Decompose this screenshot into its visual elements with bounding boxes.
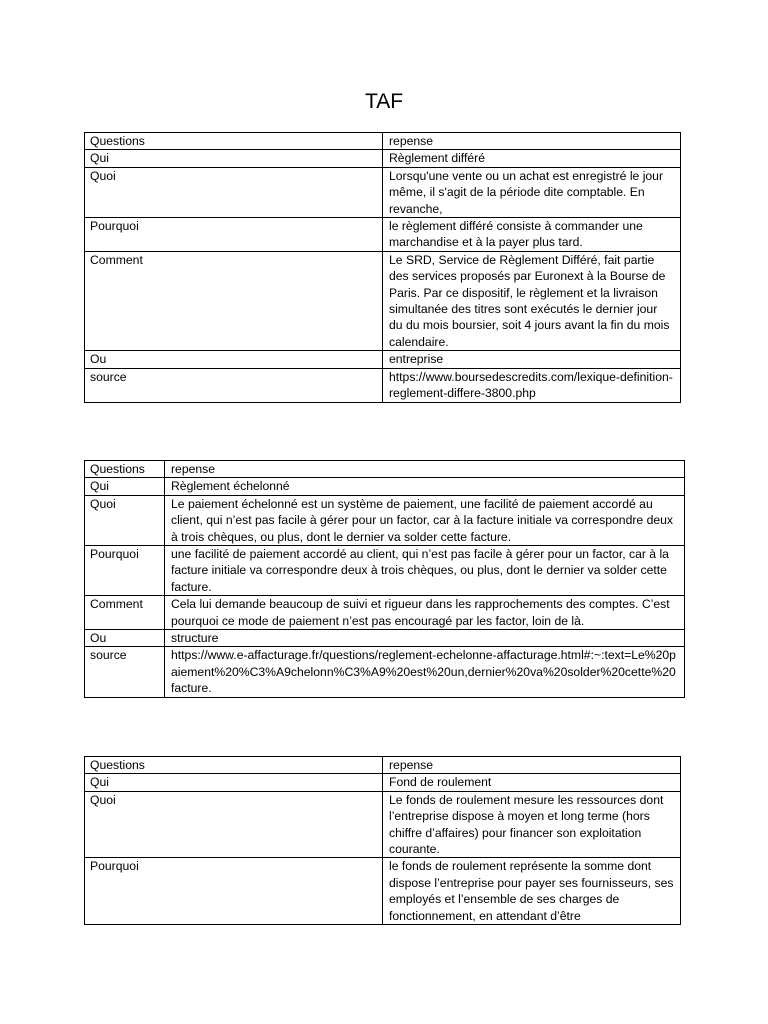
question-cell: Ou <box>85 351 383 368</box>
table-row <box>85 167 681 217</box>
table-row <box>85 495 685 545</box>
question-cell: source <box>85 647 165 697</box>
question-cell: Quoi <box>85 495 165 545</box>
answer-cell: entreprise <box>383 351 681 368</box>
table-header-row <box>85 461 685 478</box>
header-questions: Questions <box>85 461 165 478</box>
source-link[interactable]: https://www.e-affacturage.fr/questions/reglement-echelonne-affacturage.html#:~:text=Le%20paiement%20%C3%A9chelonn%C3%A9%20est%20un,dernier%20va%20solder%20cette%20facture. <box>165 647 685 697</box>
question-cell: source <box>85 368 383 402</box>
question-cell: Qui <box>85 478 165 495</box>
answer-cell: Le fonds de roulement mesure les ressources dont l’entreprise dispose à moyen et long terme (hors chiffre d’affaires) pour financer son exploitation courante. <box>383 791 681 858</box>
header-questions: Questions <box>85 133 383 150</box>
answer-cell: Le SRD, Service de Règlement Différé, fait partie des services proposés par Euronext à la Bourse de Paris. Par ce dispositif, le règlement et la livraison simultanée des titres sont exécutés le dernier jour du du mois boursier, soit 4 jours avant la fin du mois calendaire. <box>383 251 681 350</box>
question-cell: Pourquoi <box>85 546 165 596</box>
table-row <box>85 647 685 697</box>
table-row <box>85 150 681 167</box>
table-row <box>85 351 681 368</box>
table-row <box>85 478 685 495</box>
table-row <box>85 596 685 630</box>
table-row <box>85 630 685 647</box>
answer-cell: structure <box>165 630 685 647</box>
question-cell: Comment <box>85 596 165 630</box>
question-cell: Quoi <box>85 167 383 217</box>
answer-cell: Le paiement échelonné est un système de paiement, une facilité de paiement accordé au client, qui n’est pas facile à gérer pour un factor, car à la facture initiale va correspondre deux à trois chèques, ou plus, dont le dernier va solder cette facture. <box>165 495 685 545</box>
answer-cell: une facilité de paiement accordé au client, qui n’est pas facile à gérer pour un factor, car à la facture initiale va correspondre deux à trois chèques, ou plus, dont le dernier va solder cette facture. <box>165 546 685 596</box>
question-cell: Pourquoi <box>85 858 383 925</box>
question-cell: Comment <box>85 251 383 350</box>
qa-table-reglement-differe <box>84 132 681 403</box>
header-repense: repense <box>383 133 681 150</box>
table-header-row <box>85 757 681 774</box>
header-questions: Questions <box>85 757 383 774</box>
table-row <box>85 546 685 596</box>
answer-cell: Cela lui demande beaucoup de suivi et rigueur dans les rapprochements des comptes. C’est pourquoi ce mode de paiement n’est pas encouragé par les factor, loin de là. <box>165 596 685 630</box>
page-title: TAF <box>364 90 404 113</box>
table-row <box>85 858 681 925</box>
table-row <box>85 251 681 350</box>
answer-cell: le règlement différé consiste à commander une marchandise et à la payer plus tard. <box>383 218 681 252</box>
header-repense: repense <box>383 757 681 774</box>
answer-cell: le fonds de roulement représente la somme dont dispose l’entreprise pour payer ses fournisseurs, ses employés et l’ensemble de ses charges de fonctionnement, en attendant d’être <box>383 858 681 925</box>
question-cell: Ou <box>85 630 165 647</box>
source-link[interactable]: https://www.boursedescredits.com/lexique-definition-reglement-differe-3800.php <box>383 368 681 402</box>
question-cell: Qui <box>85 150 383 167</box>
header-repense: repense <box>165 461 685 478</box>
answer-cell: Règlement échelonné <box>165 478 685 495</box>
table-row <box>85 791 681 858</box>
answer-cell: Fond de roulement <box>383 774 681 791</box>
table-header-row <box>85 133 681 150</box>
question-cell: Qui <box>85 774 383 791</box>
answer-cell: Règlement différé <box>383 150 681 167</box>
question-cell: Quoi <box>85 791 383 858</box>
answer-cell: Lorsqu'une vente ou un achat est enregistré le jour même, il s'agit de la période dite comptable. En revanche, <box>383 167 681 217</box>
qa-table-reglement-echelonne <box>84 460 685 698</box>
table-row <box>85 774 681 791</box>
question-cell: Pourquoi <box>85 218 383 252</box>
table-row <box>85 368 681 402</box>
qa-table-fond-de-roulement <box>84 756 681 925</box>
table-row <box>85 218 681 252</box>
